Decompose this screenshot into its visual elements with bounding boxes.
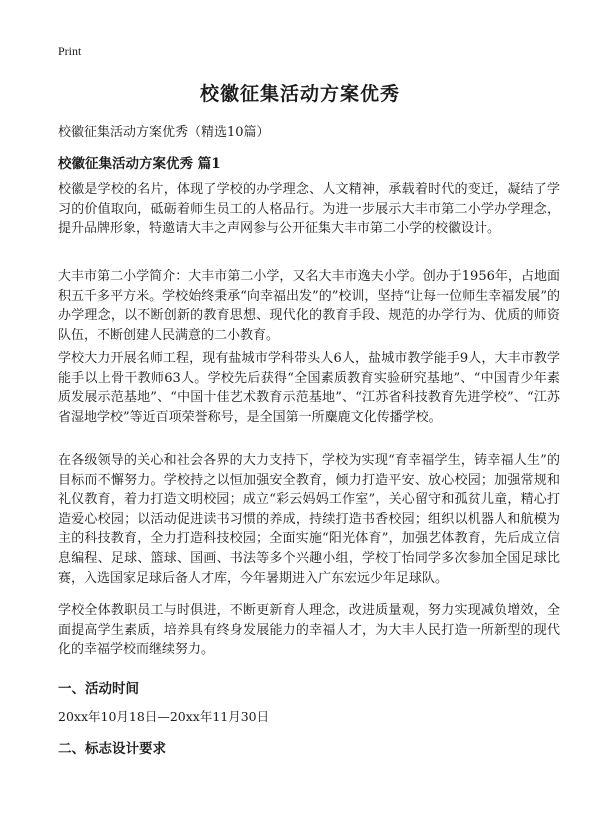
print-link[interactable]: Print bbox=[58, 44, 82, 58]
section-heading-activity-time: 一、活动时间 bbox=[58, 681, 139, 697]
paragraph-closing: 学校全体教职员工与时俱进，不断更新育人理念，改进质量观，努力实现减负增效，全面提高学生素质，培养具有终身发展能力的幸福人才，为大丰人民打造一所新型的现代化的幸福学校而继续努力。 bbox=[58, 603, 560, 658]
activity-date-range: 20xx年10月18日—20xx年11月30日 bbox=[58, 709, 270, 724]
section-heading-design-requirements: 二、标志设计要求 bbox=[58, 741, 166, 757]
document-subtitle: 校徽征集活动方案优秀（精选10篇） bbox=[58, 125, 270, 140]
paragraph-school-activities: 在各级领导的关心和社会各界的大力支持下，学校为实现“育幸福学生，铸幸福人生”的目标而不懈努力。学校持之以恒加强安全教育，倾力打造平安、放心校园；加强常规和礼仪教育，着力打造文明校园；成立“彩云妈妈工作室”，关心留守和孤贫儿童，精心打造爱心校园；以活动促进读书习惯的养成，持续打造书香校园；组织以机器人和航模为主的科技教育，全力打造科技校园；全面实施“阳光体育”，加强艺体教育，先后成立信息编程、足球、篮球、国画、书法等多个兴趣小组，学校丁怡同学多次参加全国足球比赛，入选国家足球后备人才库，今年暑期进入广东宏远少年足球队。 bbox=[58, 453, 560, 586]
part-heading: 校徽征集活动方案优秀 篇1 bbox=[58, 156, 221, 172]
paragraph-intro: 校徽是学校的名片，体现了学校的办学理念、人文精神，承载着时代的变迁，凝结了学习的价值取向，砥砺着师生员工的人格品行。为进一步展示大丰市第二小学办学理念，提升品牌形象，特邀请大丰之声网参与公开征集大丰市第二小学的校徽设计。 bbox=[58, 182, 560, 237]
paragraph-teachers-honors: 学校大力开展名师工程，现有盐城市学科带头人6人，盐城市教学能手9人，大丰市教学能手以上骨干教师63人。学校先后获得“全国素质教育实验研究基地”、“中国青少年素质发展示范基地”、“中国十佳艺术教育示范基地”、“江苏省科技教育先进学校”、“江苏省湿地学校”等近百项荣誉称号，是全国第一所麋鹿文化传播学校。 bbox=[58, 351, 560, 425]
page-title: 校徽征集活动方案优秀 bbox=[199, 83, 400, 105]
paragraph-school-profile: 大丰市第二小学简介：大丰市第二小学，又名大丰市逸夫小学。创办于1956年，占地面积五千多平方米。学校始终秉承“向幸福出发”的”校训，坚持“让每一位师生幸福发展”的办学理念，以不断创新的教育思想、现代化的教育手段、规范的办学行为、优质的师资队伍，不断创建人民满意的二小教育。 bbox=[58, 269, 560, 343]
